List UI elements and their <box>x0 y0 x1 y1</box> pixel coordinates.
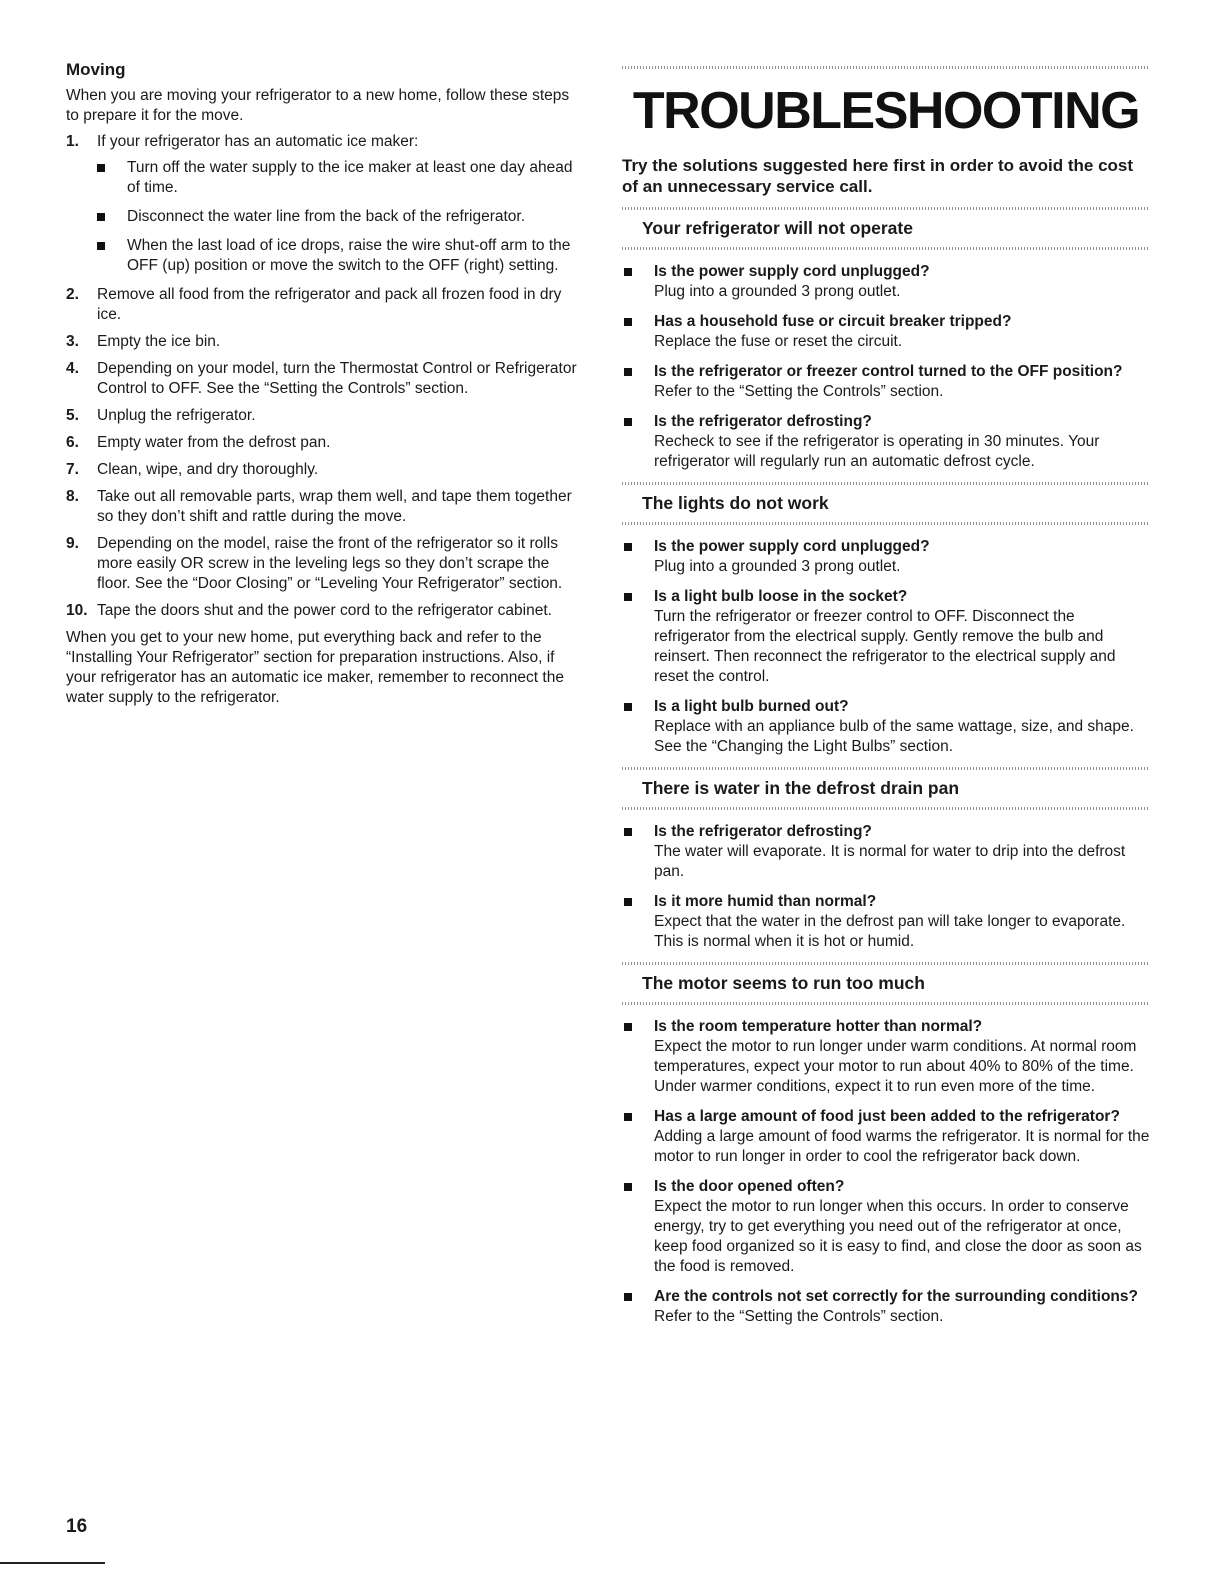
list-item <box>622 1177 1150 1277</box>
list-item <box>622 312 1150 352</box>
moving-heading: Moving <box>66 60 126 79</box>
dotted-divider <box>622 1002 1150 1005</box>
question: Is the refrigerator defrosting? <box>654 413 872 430</box>
moving-steps <box>66 132 586 621</box>
section-items <box>622 1017 1150 1327</box>
dotted-divider <box>622 522 1150 525</box>
moving-step <box>66 132 586 276</box>
square-bullet-icon <box>624 368 632 376</box>
answer: Plug into a grounded 3 prong outlet. <box>654 558 901 575</box>
list-item <box>622 1017 1150 1097</box>
step-number: 1. <box>66 133 79 150</box>
section-heading: There is water in the defrost drain pan <box>642 778 960 798</box>
question: Are the controls not set correctly for the surrounding conditions? <box>654 1288 1138 1305</box>
answer: Expect that the water in the defrost pan will take longer to evaporate. This is normal when it is hot or humid. <box>654 913 1126 950</box>
moving-step <box>66 359 586 399</box>
moving-step <box>66 460 586 480</box>
moving-step <box>66 433 586 453</box>
step-text: Empty water from the defrost pan. <box>97 434 331 451</box>
question: Is a light bulb loose in the socket? <box>654 588 908 605</box>
step-number: 3. <box>66 333 79 350</box>
section-will-not-operate <box>622 207 1150 472</box>
dotted-divider <box>622 482 1150 485</box>
answer: Replace with an appliance bulb of the same wattage, size, and shape. See the “Changing the Light Bulbs” section. <box>654 718 1134 755</box>
square-bullet-icon <box>624 1113 632 1121</box>
list-item <box>622 362 1150 402</box>
section-motor-runs-too-much <box>622 962 1150 1327</box>
troubleshooting-column <box>622 66 1150 1337</box>
answer: Adding a large amount of food warms the refrigerator. It is normal for the motor to run longer in order to cool the refrigerator back down. <box>654 1128 1150 1165</box>
dotted-divider <box>622 767 1150 770</box>
bullet-item: When the last load of ice drops, raise the wire shut-off arm to the OFF (up) position or move the switch to the OFF (right) setting. <box>97 236 586 276</box>
question: Is the door opened often? <box>654 1178 845 1195</box>
dotted-divider <box>622 66 1150 69</box>
section-lights-not-work <box>622 482 1150 757</box>
section-items <box>622 262 1150 472</box>
question: Is the refrigerator or freezer control turned to the OFF position? <box>654 363 1123 380</box>
list-item <box>622 822 1150 882</box>
square-bullet-icon <box>624 1183 632 1191</box>
answer: Recheck to see if the refrigerator is operating in 30 minutes. Your refrigerator will regularly run an automatic defrost cycle. <box>654 433 1100 470</box>
square-bullet-icon <box>624 1293 632 1301</box>
step-text: Empty the ice bin. <box>97 333 221 350</box>
question: Is a light bulb burned out? <box>654 698 849 715</box>
answer: Refer to the “Setting the Controls” section. <box>654 1308 944 1325</box>
square-bullet-icon <box>624 318 632 326</box>
question: Has a household fuse or circuit breaker tripped? <box>654 313 1012 330</box>
moving-step <box>66 487 586 527</box>
moving-closing: When you get to your new home, put everything back and refer to the “Installing Your Refrigerator” section for preparation instructions. Also, if your refrigerator has an automatic ice maker, remember to reconnect the water supply to the refrigerator. <box>66 629 564 706</box>
step-text: Depending on the model, raise the front of the refrigerator so it rolls more easily OR screw in the leveling legs so they don’t scrape the floor. See the “Door Closing” or “Leveling Your Refrigerator” section. <box>97 535 563 592</box>
page-title: TROUBLESHOOTING <box>632 82 1140 140</box>
answer: Turn the refrigerator or freezer control to OFF. Disconnect the refrigerator from the electrical supply. Gently remove the bulb and reinsert. Then reconnect the refrigerator to the electrical supply and reset the control. <box>654 608 1116 685</box>
step-text: Take out all removable parts, wrap them well, and tape them together so they don’t shift and rattle during the move. <box>97 488 572 525</box>
square-bullet-icon <box>624 1023 632 1031</box>
list-item <box>622 697 1150 757</box>
bullet-item: Turn off the water supply to the ice maker at least one day ahead of time. <box>97 158 586 198</box>
question: Is it more humid than normal? <box>654 893 877 910</box>
answer: Expect the motor to run longer under warm conditions. At normal room temperatures, expect your motor to run about 40% to 80% of the time. Under warmer conditions, expect it to run even more of the time. <box>654 1038 1137 1095</box>
bullet-item: Disconnect the water line from the back of the refrigerator. <box>97 207 586 227</box>
question: Is the refrigerator defrosting? <box>654 823 872 840</box>
section-heading: The motor seems to run too much <box>642 973 925 993</box>
dotted-divider <box>622 247 1150 250</box>
step-number: 9. <box>66 535 79 552</box>
square-bullet-icon <box>97 164 105 172</box>
troubleshooting-intro: Try the solutions suggested here first in order to avoid the cost of an unnecessary service call. <box>622 156 1134 196</box>
dotted-divider <box>622 962 1150 965</box>
square-bullet-icon <box>624 593 632 601</box>
question: Is the power supply cord unplugged? <box>654 538 930 555</box>
list-item <box>622 1107 1150 1167</box>
question: Is the room temperature hotter than normal? <box>654 1018 983 1035</box>
section-items <box>622 822 1150 952</box>
step-number: 8. <box>66 488 79 505</box>
answer: Plug into a grounded 3 prong outlet. <box>654 283 901 300</box>
list-item <box>622 587 1150 687</box>
answer: Expect the motor to run longer when this occurs. In order to conserve energy, try to get everything you need out of the refrigerator at once, keep food organized so it is easy to find, and close the door as soon as the food is removed. <box>654 1198 1142 1275</box>
list-item <box>622 892 1150 952</box>
page-number: 16 <box>66 1516 88 1537</box>
moving-column <box>66 60 586 708</box>
section-defrost-drain-pan <box>622 767 1150 952</box>
dotted-divider <box>622 807 1150 810</box>
square-bullet-icon <box>624 418 632 426</box>
square-bullet-icon <box>624 898 632 906</box>
question: Is the power supply cord unplugged? <box>654 263 930 280</box>
step-text: Clean, wipe, and dry thoroughly. <box>97 461 319 478</box>
dotted-divider <box>622 207 1150 210</box>
moving-step <box>66 285 586 325</box>
list-item <box>622 262 1150 302</box>
moving-step <box>66 534 586 594</box>
list-item <box>622 1287 1150 1327</box>
step-number: 5. <box>66 407 79 424</box>
square-bullet-icon <box>624 703 632 711</box>
section-items <box>622 537 1150 757</box>
list-item <box>622 412 1150 472</box>
step-number: 2. <box>66 286 79 303</box>
moving-step <box>66 332 586 352</box>
step-text: Unplug the refrigerator. <box>97 407 256 424</box>
answer: The water will evaporate. It is normal for water to drip into the defrost pan. <box>654 843 1126 880</box>
moving-step <box>66 601 586 621</box>
question: Has a large amount of food just been added to the refrigerator? <box>654 1108 1120 1125</box>
section-heading: Your refrigerator will not operate <box>642 218 913 238</box>
step-number: 6. <box>66 434 79 451</box>
moving-step <box>66 406 586 426</box>
step-number: 10. <box>66 602 88 619</box>
ice-maker-bullets <box>97 158 586 276</box>
square-bullet-icon <box>624 828 632 836</box>
step-number: 7. <box>66 461 79 478</box>
answer: Refer to the “Setting the Controls” section. <box>654 383 944 400</box>
answer: Replace the fuse or reset the circuit. <box>654 333 903 350</box>
square-bullet-icon <box>97 213 105 221</box>
step-text: Remove all food from the refrigerator and pack all frozen food in dry ice. <box>97 286 562 323</box>
square-bullet-icon <box>624 543 632 551</box>
square-bullet-icon <box>97 242 105 250</box>
square-bullet-icon <box>624 268 632 276</box>
step-text: If your refrigerator has an automatic ice maker: <box>97 133 419 150</box>
step-number: 4. <box>66 360 79 377</box>
moving-intro: When you are moving your refrigerator to a new home, follow these steps to prepare it for the move. <box>66 87 570 124</box>
list-item <box>622 537 1150 577</box>
step-text: Tape the doors shut and the power cord to the refrigerator cabinet. <box>97 602 552 619</box>
footer-rule <box>0 1562 105 1564</box>
section-heading: The lights do not work <box>642 493 829 513</box>
step-text: Depending on your model, turn the Thermostat Control or Refrigerator Control to OFF. See the “Setting the Controls” section. <box>97 360 577 397</box>
